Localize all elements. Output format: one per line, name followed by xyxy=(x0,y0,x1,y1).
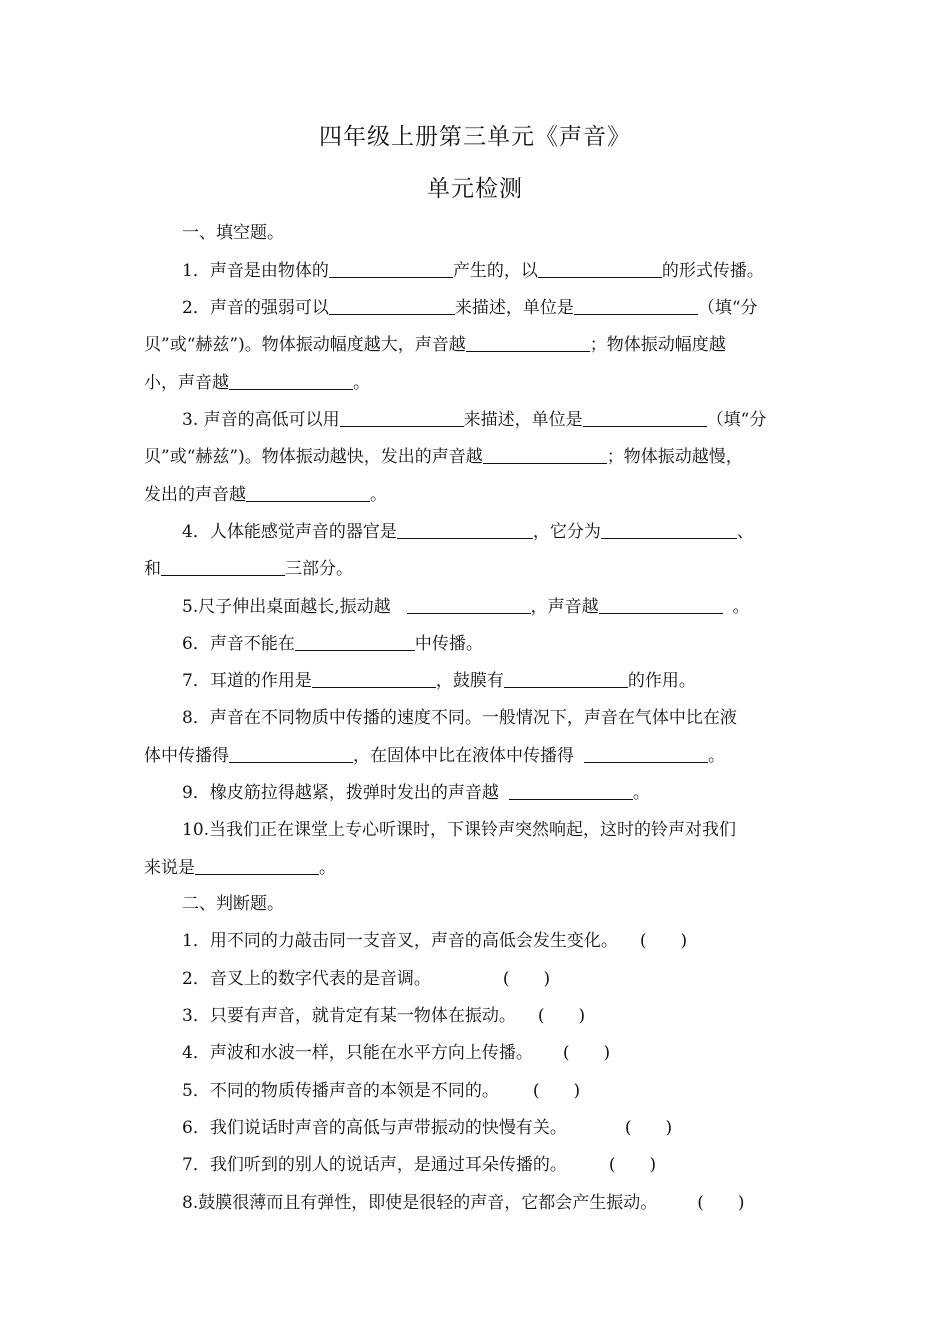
answer-blank[interactable] xyxy=(504,669,628,688)
question-text: 、 xyxy=(736,522,754,542)
question-text: 的形式传播。 xyxy=(661,261,764,281)
question-6 xyxy=(144,632,847,655)
question-text: 中传播。 xyxy=(414,634,483,654)
question-text: 8.鼓膜很薄而且有弹性，即使是很轻的声音，它都会产生振动。 xyxy=(182,1193,658,1213)
section-heading-true-false: 二、判断题。 xyxy=(182,894,284,914)
question-2 xyxy=(144,296,847,319)
question-text: ，鼓膜有 xyxy=(435,671,504,691)
question-text: 4．声波和水波一样，只能在水平方向上传播。 xyxy=(182,1043,533,1063)
question-text: 。 xyxy=(708,746,725,766)
section-heading-fill-blank: 一、填空题。 xyxy=(182,223,284,243)
question-text: 7．耳道的作用是 xyxy=(182,671,312,691)
answer-blank[interactable] xyxy=(407,595,531,614)
answer-parentheses[interactable]: ( ) xyxy=(639,931,688,951)
answer-blank[interactable] xyxy=(229,744,353,763)
question-text: ，声音越 xyxy=(530,597,599,617)
question-text: 小，声音越 xyxy=(144,373,229,393)
answer-blank[interactable] xyxy=(583,408,707,427)
answer-blank[interactable] xyxy=(538,259,662,278)
answer-blank[interactable] xyxy=(397,520,533,539)
answer-blank[interactable] xyxy=(574,296,698,315)
question-text: 发出的声音越 xyxy=(144,485,246,505)
judgment-item xyxy=(144,968,847,990)
answer-parentheses[interactable]: ( ) xyxy=(532,1081,581,1101)
judgment-item xyxy=(144,1042,847,1064)
answer-parentheses[interactable]: ( ) xyxy=(608,1155,657,1175)
answer-parentheses[interactable]: ( ) xyxy=(697,1193,745,1213)
answer-blank[interactable] xyxy=(483,445,607,464)
question-text: 2．声音的强弱可以 xyxy=(182,298,329,318)
question-10 xyxy=(144,819,847,841)
question-text: 。 xyxy=(353,373,370,393)
question-text: 1．声音是由物体的 xyxy=(182,261,329,281)
answer-blank[interactable] xyxy=(329,259,453,278)
answer-blank[interactable] xyxy=(312,669,436,688)
page-subtitle: 单元检测 xyxy=(427,176,523,202)
judgment-item xyxy=(144,1117,847,1139)
question-text: 。 xyxy=(732,597,750,617)
question-text: ，它分为 xyxy=(532,522,601,542)
answer-blank[interactable] xyxy=(599,595,723,614)
question-text: 。 xyxy=(319,858,336,878)
answer-parentheses[interactable]: ( ) xyxy=(562,1043,611,1063)
judgment-item xyxy=(144,1080,847,1102)
question-4-cont xyxy=(144,557,809,580)
answer-blank[interactable] xyxy=(509,781,633,800)
question-text: ，在固体中比在液体中传播得 xyxy=(353,746,574,766)
answer-parentheses[interactable]: ( ) xyxy=(537,1006,586,1026)
question-9 xyxy=(144,781,847,804)
question-text: 7．我们听到的别人的说话声，是通过耳朵传播的。 xyxy=(182,1155,567,1175)
answer-parentheses[interactable]: ( ) xyxy=(624,1118,673,1138)
question-3 xyxy=(144,408,847,431)
question-text: 来描述，单位是 xyxy=(463,410,583,430)
question-text: 4．人体能感觉声音的器官是 xyxy=(182,522,397,542)
question-3-cont xyxy=(144,445,809,468)
question-8-cont xyxy=(144,744,809,767)
question-text: 体中传播得 xyxy=(144,746,229,766)
question-text: 5．不同的物质传播声音的本领是不同的。 xyxy=(182,1081,499,1101)
question-text: （填“分 xyxy=(706,410,767,430)
judgment-item xyxy=(144,1005,847,1027)
question-text: 贝”或“赫兹”)。物体振动越快，发出的声音越 xyxy=(144,447,483,467)
question-5 xyxy=(144,595,847,618)
question-text: 3. 声音的高低可以用 xyxy=(182,410,340,430)
question-8 xyxy=(144,707,847,729)
answer-blank[interactable] xyxy=(161,557,285,576)
answer-blank[interactable] xyxy=(195,856,319,875)
question-7 xyxy=(144,669,847,692)
answer-blank[interactable] xyxy=(246,483,370,502)
question-text: 的作用。 xyxy=(627,671,696,691)
question-4 xyxy=(144,520,847,543)
question-text: 。 xyxy=(370,485,387,505)
question-3-cont xyxy=(144,483,809,506)
question-text: ；物体振动幅度越 xyxy=(589,335,726,355)
question-text: 来说是 xyxy=(144,858,195,878)
question-text: 。 xyxy=(632,783,650,803)
judgment-item xyxy=(144,930,847,952)
question-text: ；物体振动越慢， xyxy=(606,447,743,467)
answer-blank[interactable] xyxy=(295,632,415,651)
question-1 xyxy=(144,259,847,282)
question-2-cont xyxy=(144,333,809,356)
answer-parentheses[interactable]: ( ) xyxy=(502,969,551,989)
answer-blank[interactable] xyxy=(584,744,708,763)
answer-blank[interactable] xyxy=(329,296,455,315)
judgment-item xyxy=(144,1192,847,1214)
answer-blank[interactable] xyxy=(229,371,353,390)
question-text: （填“分 xyxy=(697,298,758,318)
question-text: 6．我们说话时声音的高低与声带振动的快慢有关。 xyxy=(182,1118,567,1138)
question-text: 6．声音不能在 xyxy=(182,634,295,654)
answer-blank[interactable] xyxy=(466,333,590,352)
question-text: 产生的，以 xyxy=(452,261,538,281)
question-text: 和 xyxy=(144,559,161,579)
question-text: 9．橡皮筋拉得越紧，拨弹时发出的声音越 xyxy=(182,783,499,803)
question-text: 3．只要有声音，就肯定有某一物体在振动。 xyxy=(182,1006,516,1026)
question-2-cont xyxy=(144,371,809,394)
answer-blank[interactable] xyxy=(340,408,464,427)
question-text: 贝”或“赫兹”)。物体振动幅度越大，声音越 xyxy=(144,335,466,355)
question-text: 1．用不同的力敲击同一支音叉，声音的高低会发生变化。 xyxy=(182,931,618,951)
page-title: 四年级上册第三单元《声音》 xyxy=(319,124,631,150)
judgment-item xyxy=(144,1154,847,1176)
question-text: 10.当我们正在课堂上专心听课时，下课铃声突然响起，这时的铃声对我们 xyxy=(182,820,737,840)
question-text: 5.尺子伸出桌面越长,振动越 xyxy=(182,597,391,617)
answer-blank[interactable] xyxy=(601,520,737,539)
question-text: 8．声音在不同物质中传播的速度不同。一般情况下，声音在气体中比在液 xyxy=(182,708,737,728)
question-text: 三部分。 xyxy=(285,559,353,579)
question-10-cont xyxy=(144,856,809,879)
question-text: 2．音叉上的数字代表的是音调。 xyxy=(182,969,431,989)
question-text: 来描述，单位是 xyxy=(454,298,574,318)
